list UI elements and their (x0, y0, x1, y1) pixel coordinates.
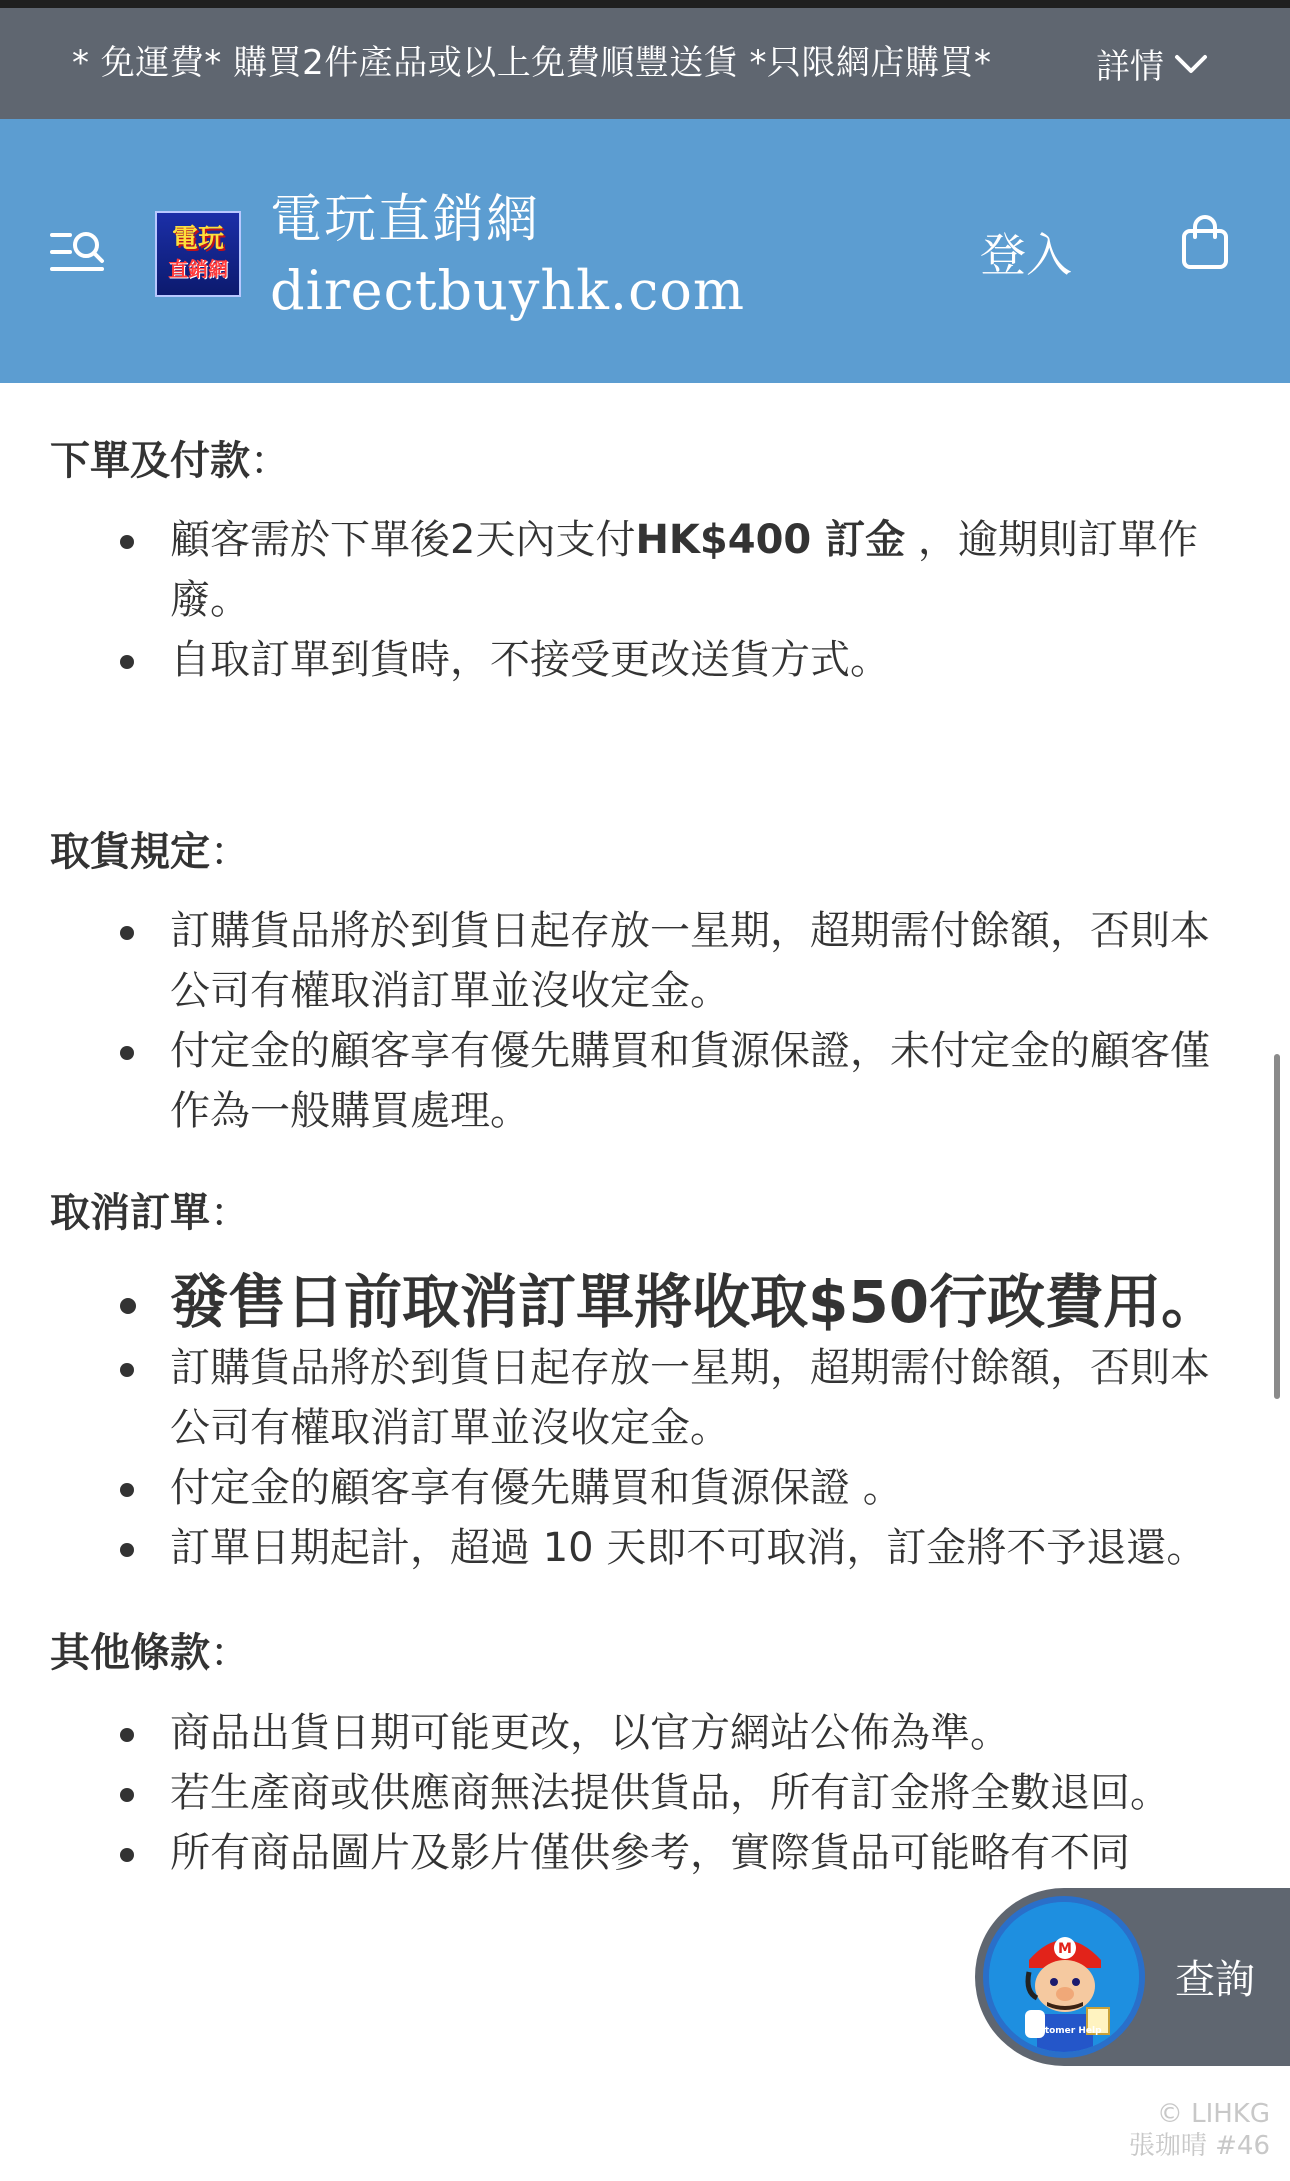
list-item: 若生產商或供應商無法提供貨品，所有訂金將全數退回。 (0, 1763, 1230, 1823)
section-title-pickup-rules (50, 820, 250, 877)
site-header (0, 119, 1290, 383)
list-item: 付定金的顧客享有優先購買和貨源保證 。 (0, 1458, 1230, 1518)
avatar-caption: Customer Help (1026, 2026, 1102, 2036)
title-colon: ： (210, 829, 250, 875)
other-terms-list (0, 1703, 1290, 1883)
order-payment-list (0, 510, 1290, 690)
list-item: 訂單日期起計，超過 10 天即不可取消，訂金將不予退還。 (0, 1518, 1230, 1578)
section-title-text: 其他條款 (50, 1630, 210, 1676)
mario-avatar-icon (983, 1896, 1145, 2058)
list-item: 顧客需於下單後2天內支付HK$400 訂金 ，逾期則訂單作廢。 (0, 510, 1230, 630)
watermark-line1: © LIHKG (1156, 2099, 1270, 2129)
cart-bag-icon[interactable] (1180, 215, 1230, 271)
brand-domain[interactable]: directbuyhk.com (270, 259, 746, 322)
title-colon: ： (210, 1630, 250, 1676)
announcement-bar (0, 8, 1290, 119)
watermark-line2: 張珈晴 #46 (1128, 2131, 1270, 2161)
title-colon: ： (210, 1190, 250, 1236)
section-title-cancel-order (50, 1181, 250, 1238)
announcement-text: * 免運費* 購買2件產品或以上免費順豐送貨 *只限網店購買* (72, 43, 992, 83)
logo-text-bottom: 直銷網 (168, 257, 228, 281)
details-label: 詳情 (1096, 47, 1164, 87)
pickup-rules-list (0, 901, 1290, 1141)
inquiry-label: 查詢 (1175, 1957, 1255, 2003)
list-item: 付定金的顧客享有優先購買和貨源保證，未付定金的顧客僅作為一般購買處理。 (0, 1021, 1230, 1141)
section-title-order-payment (50, 429, 290, 486)
login-link[interactable]: 登入 (980, 228, 1072, 282)
cancel-order-list (0, 1266, 1290, 1578)
logo-text-top: 電玩 (171, 224, 224, 254)
list-item: 自取訂單到貨時，不接受更改送貨方式。 (0, 630, 1230, 690)
announcement-details-button[interactable] (1096, 8, 1208, 119)
brand-name-chinese[interactable]: 電玩直銷網 (270, 190, 541, 250)
section-title-text: 下單及付款 (50, 438, 250, 484)
customer-help-button[interactable] (975, 1888, 1290, 2066)
page-scrollbar[interactable] (1274, 1054, 1280, 1399)
section-title-text: 取消訂單 (50, 1190, 210, 1236)
site-logo[interactable] (155, 211, 241, 297)
section-title-text: 取貨規定 (50, 829, 210, 875)
section-title-other-terms (50, 1621, 250, 1678)
list-item: 所有商品圖片及影片僅供參考，實際貨品可能略有不同 (0, 1823, 1230, 1883)
list-item: 訂購貨品將於到貨日起存放一星期，超期需付餘額，否則本公司有權取消訂單並沒收定金。 (0, 901, 1230, 1021)
menu-search-icon[interactable] (50, 229, 106, 275)
cancel-fee-highlight: 發售日前取消訂單將收取$50行政費用。 (0, 1266, 1230, 1338)
title-colon: ： (250, 438, 290, 484)
status-strip (0, 0, 1290, 8)
list-item: 商品出貨日期可能更改，以官方網站公佈為準。 (0, 1703, 1230, 1763)
watermark (1129, 2098, 1270, 2162)
chevron-down-icon (1174, 53, 1208, 75)
list-item: 訂購貨品將於到貨日起存放一星期，超期需付餘額，否則本公司有權取消訂單並沒收定金。 (0, 1338, 1230, 1458)
svg-text:M: M (1058, 1941, 1072, 1957)
